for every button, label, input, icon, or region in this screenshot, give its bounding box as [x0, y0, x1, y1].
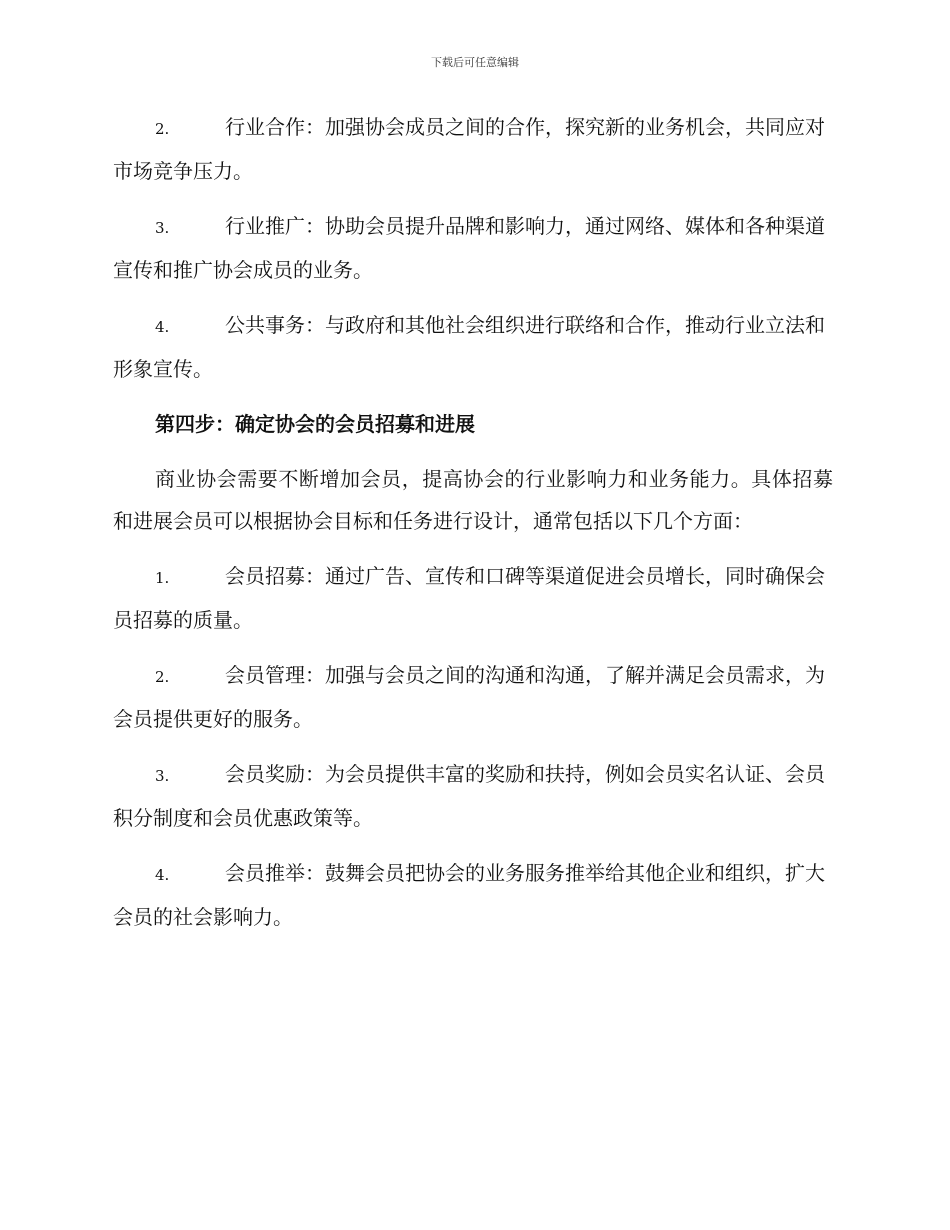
list-number: 1.: [155, 569, 170, 587]
list-text: 行业合作：加强协会成员之间的合作，探究新的业务机会，共同应对市场竞争压力。: [113, 115, 825, 183]
list-text: 公共事务：与政府和其他社会组织进行联络和合作，推动行业立法和形象宣传。: [113, 313, 825, 381]
list-text: 行业推广：协助会员提升品牌和影响力，通过网络、媒体和各种渠道宣传和推广协会成员的业务。: [113, 214, 825, 282]
list-item-referral: [113, 852, 833, 938]
intro-paragraph: 商业协会需要不断增加会员，提高协会的行业影响力和业务能力。具体招募和进展会员可以根据协会目标和任务进行设计，通常包括以下几个方面：: [113, 467, 833, 533]
list-number: 3.: [155, 767, 170, 785]
list-item-rewards: [113, 753, 833, 839]
list-item-public-affairs: [113, 304, 833, 390]
list-number: 3.: [155, 219, 170, 237]
list-item-management: [113, 654, 833, 740]
list-text: 会员推举：鼓舞会员把协会的业务服务推举给其他企业和组织，扩大会员的社会影响力。: [113, 861, 825, 929]
page-header-note: 下载后可任意编辑: [431, 56, 519, 69]
list-number: 2.: [155, 668, 170, 686]
list-number: 2.: [155, 120, 170, 138]
list-item-cooperation: [113, 106, 833, 192]
list-number: 4.: [155, 866, 170, 884]
list-text: 会员管理：加强与会员之间的沟通和沟通，了解并满足会员需求，为会员提供更好的服务。: [113, 663, 825, 731]
list-text: 会员招募：通过广告、宣传和口碑等渠道促进会员增长，同时确保会员招募的质量。: [113, 564, 825, 632]
document-body: [113, 106, 833, 951]
list-item-promotion: [113, 205, 833, 291]
list-number: 4.: [155, 318, 170, 336]
list-item-recruitment: [113, 555, 833, 641]
list-text: 会员奖励：为会员提供丰富的奖励和扶持，例如会员实名认证、会员积分制度和会员优惠政策等。: [113, 762, 825, 830]
section-heading: 第四步：确定协会的会员招募和进展: [155, 412, 475, 436]
